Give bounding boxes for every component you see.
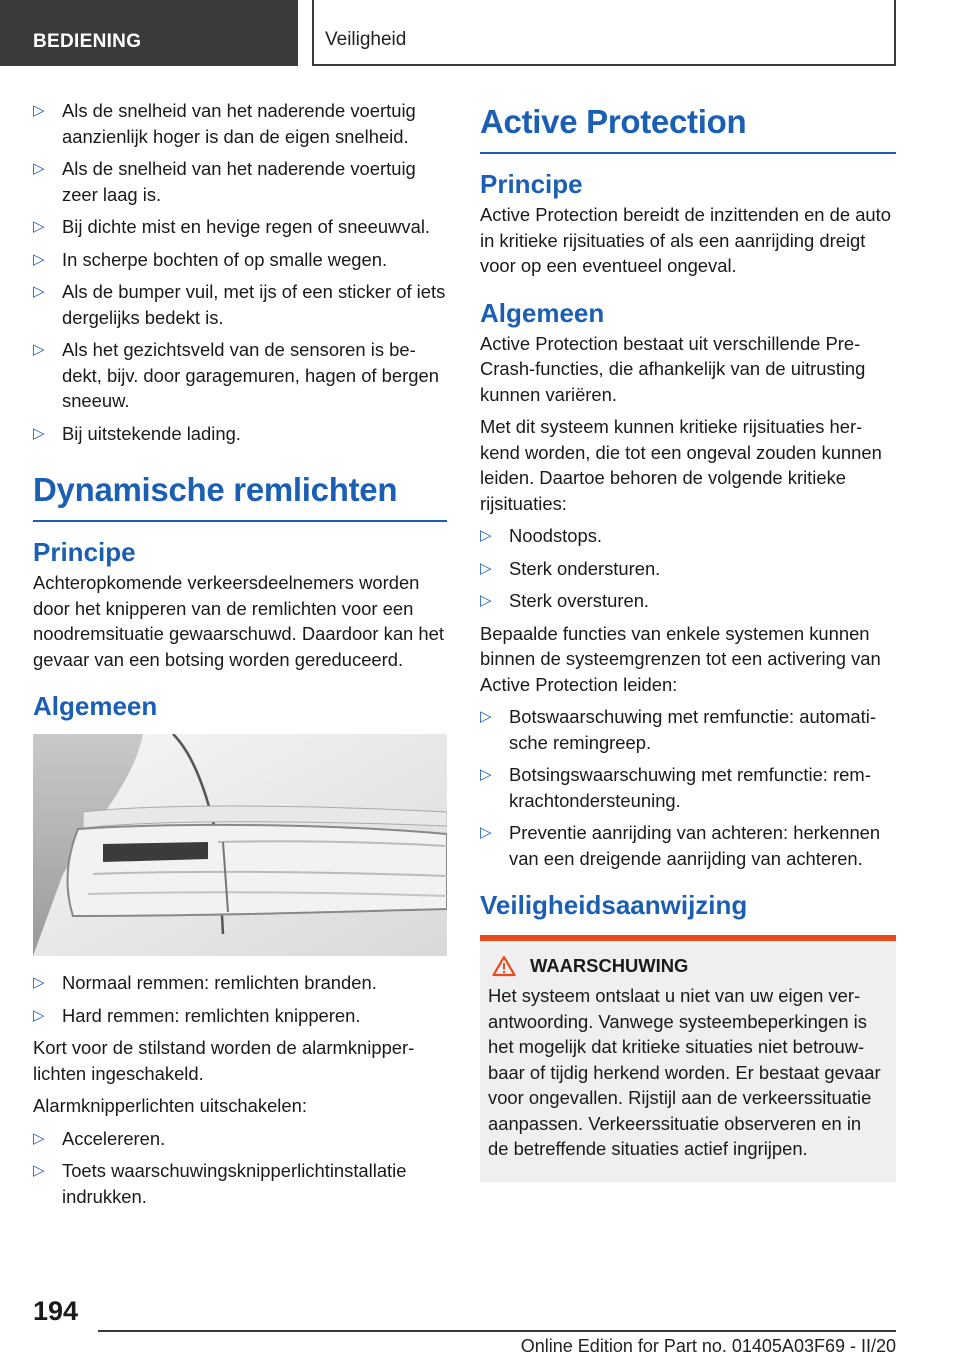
list-item: ▷ Botsingswaarschuwing met remfunctie: remkrachtondersteuning. <box>480 764 871 811</box>
header-section-tab <box>0 0 298 66</box>
list-item: ▷ Sterk ondersturen. <box>480 556 896 582</box>
triangle-bullet-icon: ▷ <box>33 218 45 235</box>
list-item: ▷ Als de snelheid van het naderende voertuig zeer laag is. <box>33 158 416 205</box>
triangle-bullet-icon: ▷ <box>480 766 492 783</box>
brake-bullet-list <box>33 970 447 1028</box>
triangle-bullet-icon: ▷ <box>33 341 45 358</box>
list-item: ▷ Bij uitstekende lading. <box>33 421 447 447</box>
list-item: ▷ Hard remmen: remlichten knipperen. <box>33 1003 447 1029</box>
heading-general: Algemeen <box>33 691 158 721</box>
list-item: ▷ Accelereren. <box>33 1126 447 1152</box>
list-item: ▷ Als de bumper vuil, met ijs of een sticker of iets dergelijks bedekt is. <box>33 281 446 328</box>
triangle-bullet-icon: ▷ <box>33 250 45 268</box>
warning-text: Het systeem ontslaat u niet van uw eigen verantwoording. Vanwege systeembeperkingen is het mogelijk dat kritieke situaties niet betrouwbaar of tijdig herkend worden. Er bestaat gevaar voor ongevallen. Rijstijl aan de verkeerssituatie aanpassen. Verkeerssituatie observeren en in de betreffende situaties actief ingrijpen. <box>488 985 881 1159</box>
header-section-label: BEDIENING <box>33 31 142 52</box>
triangle-bullet-icon: ▷ <box>480 527 492 544</box>
general-text-2: Met dit systeem kunnen kritieke rijsituaties herkend worden, die tot een ongeval zouden kunnen leiden. Daartoe behoren de volgende kritieke rijsituaties: <box>480 416 882 514</box>
page-number: 194 <box>33 1296 79 1326</box>
list-item: ▷ Als de snelheid van het naderende voertuig aanzienlijk hoger is dan de eigen snelheid. <box>33 100 416 147</box>
list-item: ▷ Als het gezichtsveld van de sensoren is bedekt, bijv. door garagemuren, hagen of bergen sneeuw. <box>33 339 439 411</box>
header-chapter-label: Veiligheid <box>325 29 407 50</box>
warning-header <box>488 955 882 977</box>
list-item: ▷ Sterk oversturen. <box>480 588 896 614</box>
heading-general: Algemeen <box>480 297 605 328</box>
list-item: ▷ Normaal remmen: remlichten branden. <box>33 970 447 996</box>
list-item: ▷ Botswaarschuwing met remfunctie: automatische remingreep. <box>480 706 876 753</box>
footer-divider <box>98 1330 896 1332</box>
triangle-bullet-icon: ▷ <box>33 1162 45 1179</box>
standstill-text: Kort voor de stilstand worden de alarmknipperlichten ingeschakeld. <box>33 1037 415 1084</box>
switch-off-bullet-list <box>33 1126 447 1210</box>
heading-safety: Veiligheidsaanwijzing <box>480 890 748 920</box>
principle-text: Achteropkomende verkeersdeelnemers worden door het knipperen van de remlichten voor een noodremsituatie gewaarschuwd. Daardoor kan het gevaar van een botsing worden gereduceerd. <box>33 572 444 670</box>
general-text-1: Active Protection bestaat uit verschillende Pre-Crash-functies, die afhankelijk van de uitrusting kunnen variëren. <box>480 332 866 405</box>
intro-bullet-list <box>33 98 447 446</box>
warning-triangle-icon <box>492 955 516 977</box>
left-column <box>33 98 447 1216</box>
footer-edition: Online Edition for Part no. 01405A03F69 - II/20 <box>520 1336 896 1356</box>
header-chapter-tab <box>312 0 896 66</box>
heading-principle: Principe <box>33 537 136 567</box>
list-item: ▷ In scherpe bochten of op smalle wegen. <box>33 247 447 273</box>
section-title-dynamic-brake-lights: Dynamische remlichten <box>33 470 447 522</box>
warning-title: WAARSCHUWING <box>530 955 689 976</box>
list-item: ▷ Preventie aanrijding van achteren: herkennen van een dreigende aanrijding van achteren. <box>480 822 881 869</box>
warning-box <box>480 935 896 1182</box>
list-item: ▷ Noodstops. <box>480 523 896 549</box>
list-item: ▷ Toets waarschuwingsknipperlichtinstallatie indrukken. <box>33 1160 407 1207</box>
triangle-bullet-icon: ▷ <box>33 1129 45 1147</box>
switch-off-text: Alarmknipperlichten uitschakelen: <box>33 1095 307 1116</box>
function-bullet-list <box>480 704 896 871</box>
triangle-bullet-icon: ▷ <box>480 592 492 609</box>
triangle-bullet-icon: ▷ <box>33 283 45 300</box>
triangle-bullet-icon: ▷ <box>33 974 45 991</box>
functions-text: Bepaalde functies van enkele systemen kunnen binnen de systeemgrenzen tot een activering van Active Protection leiden: <box>480 622 881 695</box>
principle-text: Active Protection bereidt de inzittenden en de auto in kritieke rijsituaties of als een aanrijding dreigt voor op een eventueel ongeval. <box>480 204 891 276</box>
heading-principle: Principe <box>480 169 583 199</box>
triangle-bullet-icon: ▷ <box>33 102 45 119</box>
section-title-active-protection: Active Protection <box>480 102 896 154</box>
triangle-bullet-icon: ▷ <box>480 559 492 577</box>
triangle-bullet-icon: ▷ <box>33 424 45 442</box>
triangle-bullet-icon: ▷ <box>33 160 45 177</box>
tail-light-illustration <box>33 734 447 956</box>
right-column <box>480 98 896 1182</box>
triangle-bullet-icon: ▷ <box>33 1006 45 1024</box>
triangle-bullet-icon: ▷ <box>480 824 492 841</box>
list-item: ▷ Bij dichte mist en hevige regen of sneeuwval. <box>33 214 447 240</box>
triangle-bullet-icon: ▷ <box>480 708 492 725</box>
situation-bullet-list <box>480 523 896 614</box>
